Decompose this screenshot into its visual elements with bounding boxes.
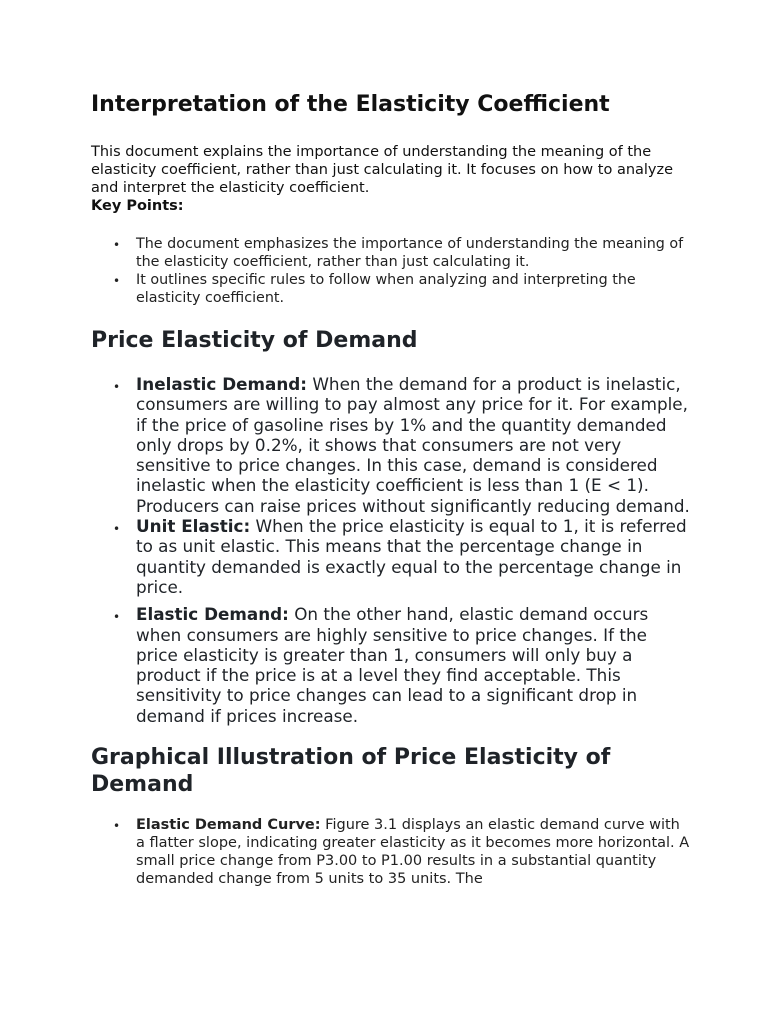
term-label: Unit Elastic:	[136, 516, 251, 537]
term-description: When the demand for a product is inelastic, consumers are willing to pay almost any price for it. For example, if the price of gasoline rises by 1% and the quantity demanded only drops by 0.2%, it shows that consumers are not very sensitive to price changes. In this case, demand is considered inelastic when the elasticity coefficient is less than 1 (E < 1). Producers can raise prices without significantly reducing demand.	[136, 374, 690, 516]
list-item-unit-elastic	[136, 516, 691, 597]
list-item-elastic-demand-curve	[136, 816, 691, 888]
graphical-illustration-list	[91, 816, 691, 888]
term-label: Elastic Demand Curve:	[136, 817, 321, 834]
list-item-elastic-demand	[136, 604, 691, 726]
section-heading-price-elasticity: Price Elasticity of Demand	[91, 328, 418, 353]
key-point-text: The document emphasizes the importance of understanding the meaning of the elasticity coefficient, rather than just calculating it.	[136, 236, 684, 270]
list-item	[136, 235, 691, 271]
term-label: Elastic Demand:	[136, 604, 289, 625]
intro-text: This document explains the importance of understanding the meaning of the elasticity coefficient, rather than just calculating it. It focuses on how to analyze and interpret the elasticity coefficient.	[91, 144, 674, 196]
key-points-label: Key Points:	[91, 198, 184, 214]
list-item-inelastic-demand	[136, 374, 691, 516]
document-page	[91, 90, 691, 888]
document-title: Interpretation of the Elasticity Coefficient	[91, 92, 610, 117]
list-item	[136, 271, 691, 307]
term-label: Inelastic Demand:	[136, 374, 307, 394]
intro-paragraph	[91, 143, 691, 215]
section-heading-graphical-illustration: Graphical Illustration of Price Elasticity of Demand	[91, 745, 611, 798]
term-description: When the price elasticity is equal to 1, it is referred to as unit elastic. This means that the percentage change in quantity demanded is exactly equal to the percentage change in price.	[136, 516, 687, 597]
term-description: Figure 3.1 displays an elastic demand curve with a flatter slope, indicating greater elasticity as it becomes more horizontal. A small price change from P3.00 to P1.00 results in a substantial quantity demanded change from 5 units to 35 units. The	[136, 817, 690, 888]
term-description: On the other hand, elastic demand occurs when consumers are highly sensitive to price changes. If the price elasticity is greater than 1, consumers will only buy a product if the price is at a level they find acceptable. This sensitivity to price changes can lead to a significant drop in demand if prices increase.	[136, 604, 649, 726]
key-point-text: It outlines specific rules to follow when analyzing and interpreting the elasticity coefficient.	[136, 272, 636, 306]
price-elasticity-list	[91, 374, 691, 726]
key-points-list	[91, 235, 691, 307]
